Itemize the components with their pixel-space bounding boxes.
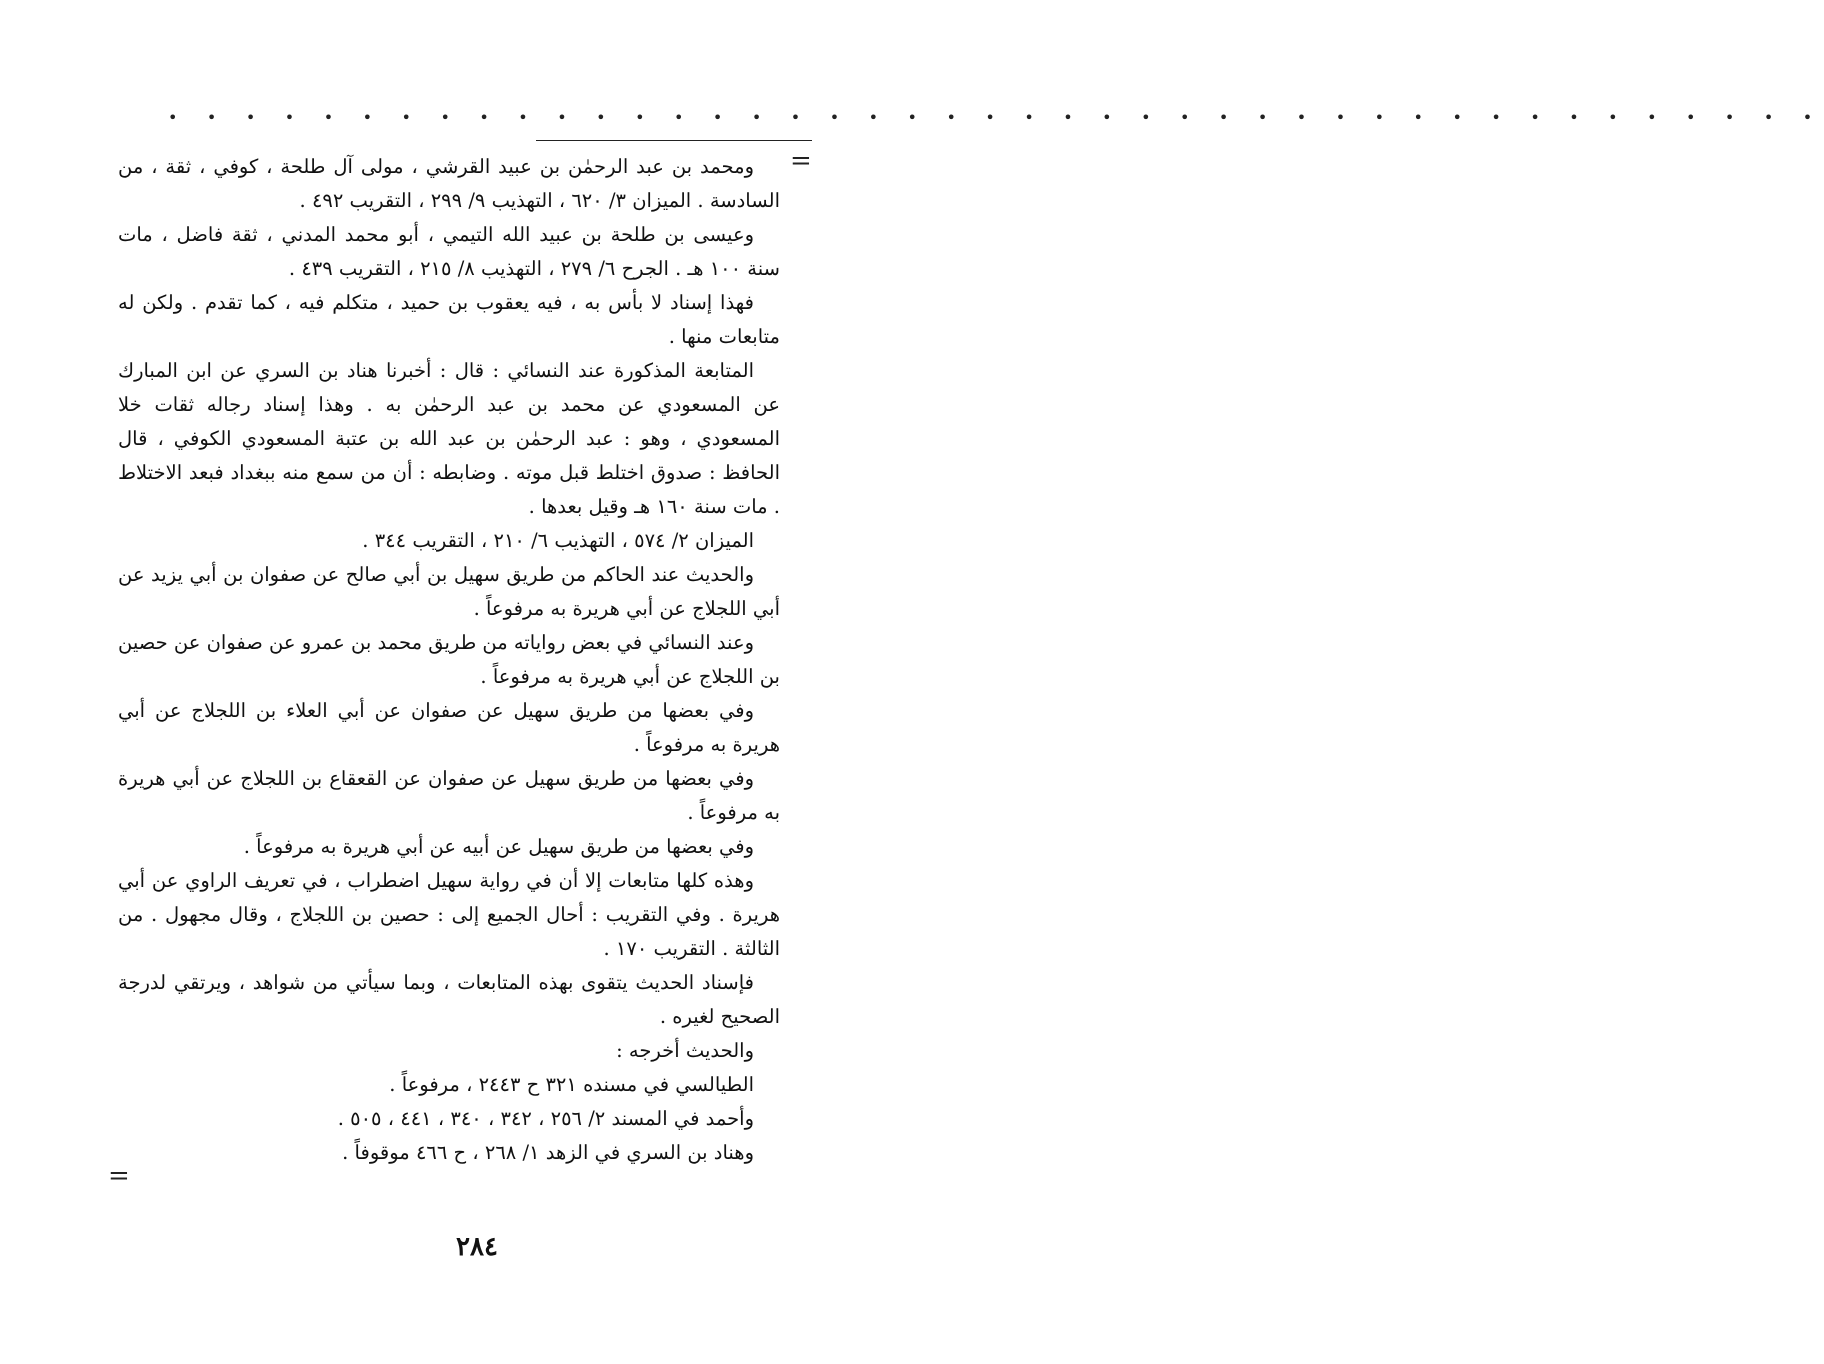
paragraph: وهذه كلها متابعات إلا أن في رواية سهيل اضطراب ، في تعريف الراوي عن أبي هريرة . وفي التقريب : أحال الجميع إلى : حصين بن اللجلاج ، وقال مجهول . من الثالثة . التقريب ١٧٠ . (118, 869, 780, 960)
paragraph: وفي بعضها من طريق سهيل عن أبيه عن أبي هريرة به مرفوعاً . (243, 835, 754, 858)
paragraph: المتابعة المذكورة عند النسائي : قال : أخبرنا هناد بن السري عن ابن المبارك عن المسعودي عن محمد بن عبد الرحمٰن به . وهذا إسناد رجاله ثقات خلا المسعودي ، وهو : عبد الرحمٰن بن عبد الله بن عتبة المسعودي الكوفي ، قال الحافظ : صدوق اختلط قبل موته . وضابطه : أن من سمع منه ببغداد فبعد الاختلاط . مات سنة ١٦٠ هـ وقيل بعدها . (118, 359, 780, 518)
reference-line: الطيالسي في مسنده ٣٢١ ح ٢٤٤٣ ، مرفوعاً . (389, 1073, 754, 1096)
paragraph: فهذا إسناد لا بأس به ، فيه يعقوب بن حميد ، متكلم فيه ، كما تقدم . ولكن له متابعات منها . (118, 291, 780, 348)
paragraph: وفي بعضها من طريق سهيل عن صفوان عن أبي العلاء بن اللجلاج عن أبي هريرة به مرفوعاً . (118, 699, 780, 756)
continuation-mark-top: = (790, 146, 812, 176)
paragraph: وعيسى بن طلحة بن عبيد الله التيمي ، أبو محمد المدني ، ثقة فاضل ، مات سنة ١٠٠ هـ . الجرح ٦/ ٢٧٩ ، التهذيب ٨/ ٢١٥ ، التقريب ٤٣٩ . (118, 223, 780, 280)
paragraph: الميزان ٢/ ٥٧٤ ، التهذيب ٦/ ٢١٠ ، التقريب ٣٤٤ . (362, 529, 754, 552)
page-number: ٢٨٤ (456, 1232, 498, 1262)
footnote-text (118, 150, 780, 1170)
continuation-mark-bottom: = (108, 1161, 130, 1191)
paragraph: وعند النسائي في بعض رواياته من طريق محمد بن عمرو عن صفوان عن حصين بن اللجلاج عن أبي هريرة به مرفوعاً . (118, 631, 780, 688)
footnote-rule (536, 140, 812, 141)
reference-line: وأحمد في المسند ٢/ ٢٥٦ ، ٣٤٢ ، ٣٤٠ ، ٤٤١ ، ٥٠٥ . (337, 1107, 754, 1130)
paragraph: ومحمد بن عبد الرحمٰن بن عبيد القرشي ، مولى آل طلحة ، كوفي ، ثقة ، من السادسة . الميزان ٣/ ٦٢٠ ، التهذيب ٩/ ٢٩٩ ، التقريب ٤٩٢ . (118, 155, 780, 212)
paragraph: وفي بعضها من طريق سهيل عن صفوان عن القعقاع بن اللجلاج عن أبي هريرة به مرفوعاً . (118, 767, 780, 824)
paragraph: فإسناد الحديث يتقوى بهذه المتابعات ، وبما سيأتي من شواهد ، ويرتقي لدرجة الصحيح لغيره . (118, 971, 780, 1028)
reference-line: وهناد بن السري في الزهد ١/ ٢٦٨ ، ح ٤٦٦ موقوفاً . (342, 1141, 754, 1164)
paragraph: والحديث أخرجه : (616, 1039, 754, 1062)
header-dotted-line: • • • • • • • • • • • • • • • • • • • • • • • • • • • • • • • • • • • • • • • • • • • (168, 108, 1824, 127)
paragraph: والحديث عند الحاكم من طريق سهيل بن أبي صالح عن صفوان بن أبي يزيد عن أبي اللجلاج عن أبي هريرة به مرفوعاً . (118, 563, 780, 620)
